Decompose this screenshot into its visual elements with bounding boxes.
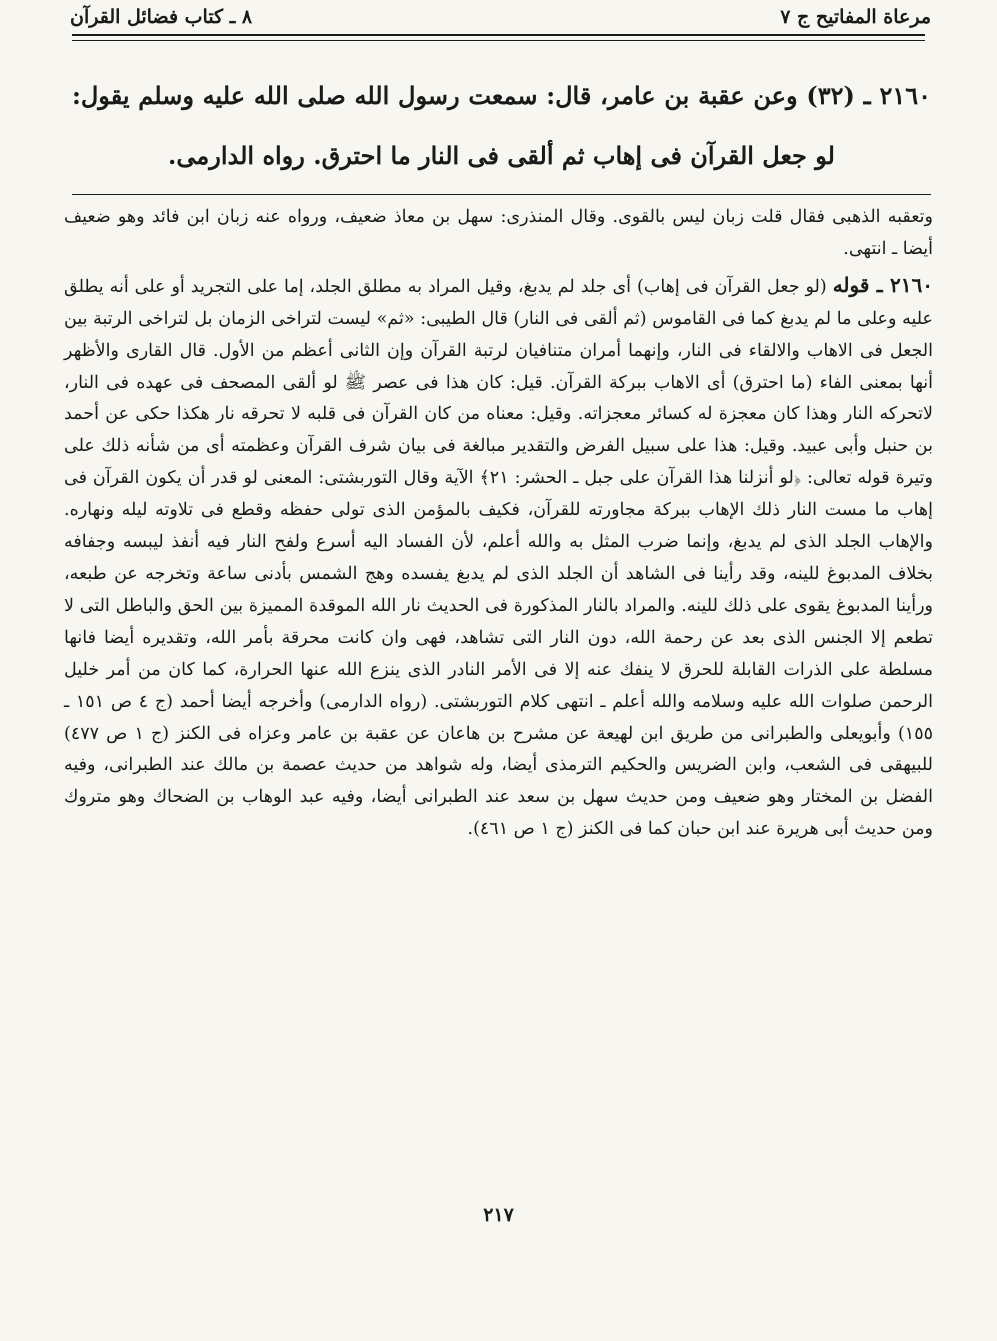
commentary-paragraph-2 (64, 270, 933, 846)
page-number: ٢١٧ (483, 1204, 514, 1226)
commentary-block (64, 202, 933, 846)
commentary-lead: ٢١٦٠ ـ قوله (832, 272, 933, 297)
header-book-title: مرعاة المفاتيح ج ٧ (780, 6, 931, 28)
running-header (70, 0, 931, 34)
header-chapter-title: ٨ ـ كتاب فضائل القرآن (70, 6, 253, 28)
section-divider (72, 194, 931, 195)
commentary-body: (لو جعل القرآن فى إهاب) أى جلد لم يدبغ، وقيل المراد به مطلق الجلد، إما على التجريد أو على أنه يطلق عليه وعلى ما لم يدبغ كما فى القاموس (ثم ألقى فى النار) قال الطيبى: «ثم» ليست لتراخى الزمان بل لتراخى الرتبة بين الجعل فى الاهاب والالقاء فى النار، وإنهما أمران متنافيان لرتبة القرآن وإن الثانى أعظم من الأول. قال القارى والأظهر أنها بمعنى الفاء (ما احترق) أى الاهاب ببركة القرآن. قيل: كان هذا فى عصر ﷺ لو ألقى المصحف فى عهده فى النار، لاتحركه النار وهذا كان معجزة له كسائر معجزاته. وقيل: معناه من كان القرآن فى قلبه لا تحرقه نار هكذا حكى عن أحمد بن حنبل وأبى عبيد. وقيل: هذا على سبيل الفرض والتقدير مبالغة فى بيان شرف القرآن وعظمته أى من شأنه ذلك على وتيرة قوله تعالى: ﴿لو أنزلنا هذا القرآن على جبل ـ الحشر: ٢١﴾ الآية وقال التوربشتى: المعنى لو قدر أن يكون القرآن فى إهاب ما مست النار ذلك الإهاب ببركة مجاورته للقرآن، فكيف بالمؤمن الذى تولى حفظه وقطع فى تلاوته ليله ونهاره. والإهاب الجلد الذى لم يدبغ، وإنما ضرب المثل به والله أعلم، لأن الفساد اليه أسرع ولفح النار فيه أنفذ ليبسه وجفافه بخلاف المدبوغ للينه، وقد رأينا فى الشاهد أن الجلد الذى لم يدبغ يفسده وهج الشمس بأدنى ساعة وتخرجه عن طبعه، ورأينا المدبوغ يقوى على ذلك للينه. والمراد بالنار المذكورة فى الحديث نار الله الموقدة المميزة بين الحق والباطل التى لا تطعم إلا الجنس الذى بعد عن رحمة الله، دون النار التى تشاهد، فهى وان كانت محرقة بأمر الله، وتقديره أيضا فانها مسلطة على الذرات القابلة للحرق لا ينفك عنه إلا فى الأمر النادر الذى ينزع الله عنها الحرارة، كما كان من أمر خليل الرحمن صلوات الله عليه وسلامه والله أعلم ـ انتهى كلام التوربشتى. (رواه الدارمى) وأخرجه أيضا أحمد (ج ٤ ص ١٥١ ـ ١٥٥) وأبويعلى والطبرانى من طريق ابن لهيعة عن مشرح بن هاعان عن عقبة بن عامر وعزاه فى الكنز (ج ١ ص ٤٧٧) للبيهقى فى الشعب، وابن الضريس والحكيم الترمذى أيضا، وله شواهد من حديث عصمة بن مالك عند الطبرانى، وفيه الفضل بن المختار وهو ضعيف ومن حديث سهل بن سعد عند الطبرانى أيضا، وفيه عبد الوهاب بن الضحاك وهو متروك ومن حديث أبى هريرة عند ابن حبان كما فى الكنز (ج ١ ص ٤٦١). (64, 276, 934, 840)
hadith-text: ٢١٦٠ ـ (٣٢) وعن عقبة بن عامر، قال: سمعت رسول الله صلى الله عليه وسلم يقول: لو جعل القرآن فى إهاب ثم ألقى فى النار ما احترق. رواه الدارمى. (72, 81, 931, 170)
header-rule (72, 34, 925, 41)
commentary-paragraph-1: وتعقبه الذهبى فقال قلت زبان ليس بالقوى. وقال المنذرى: سهل بن معاذ ضعيف، ورواه عنه زبان ابن فائد وهو ضعيف أيضا ـ انتهى. (64, 207, 933, 259)
